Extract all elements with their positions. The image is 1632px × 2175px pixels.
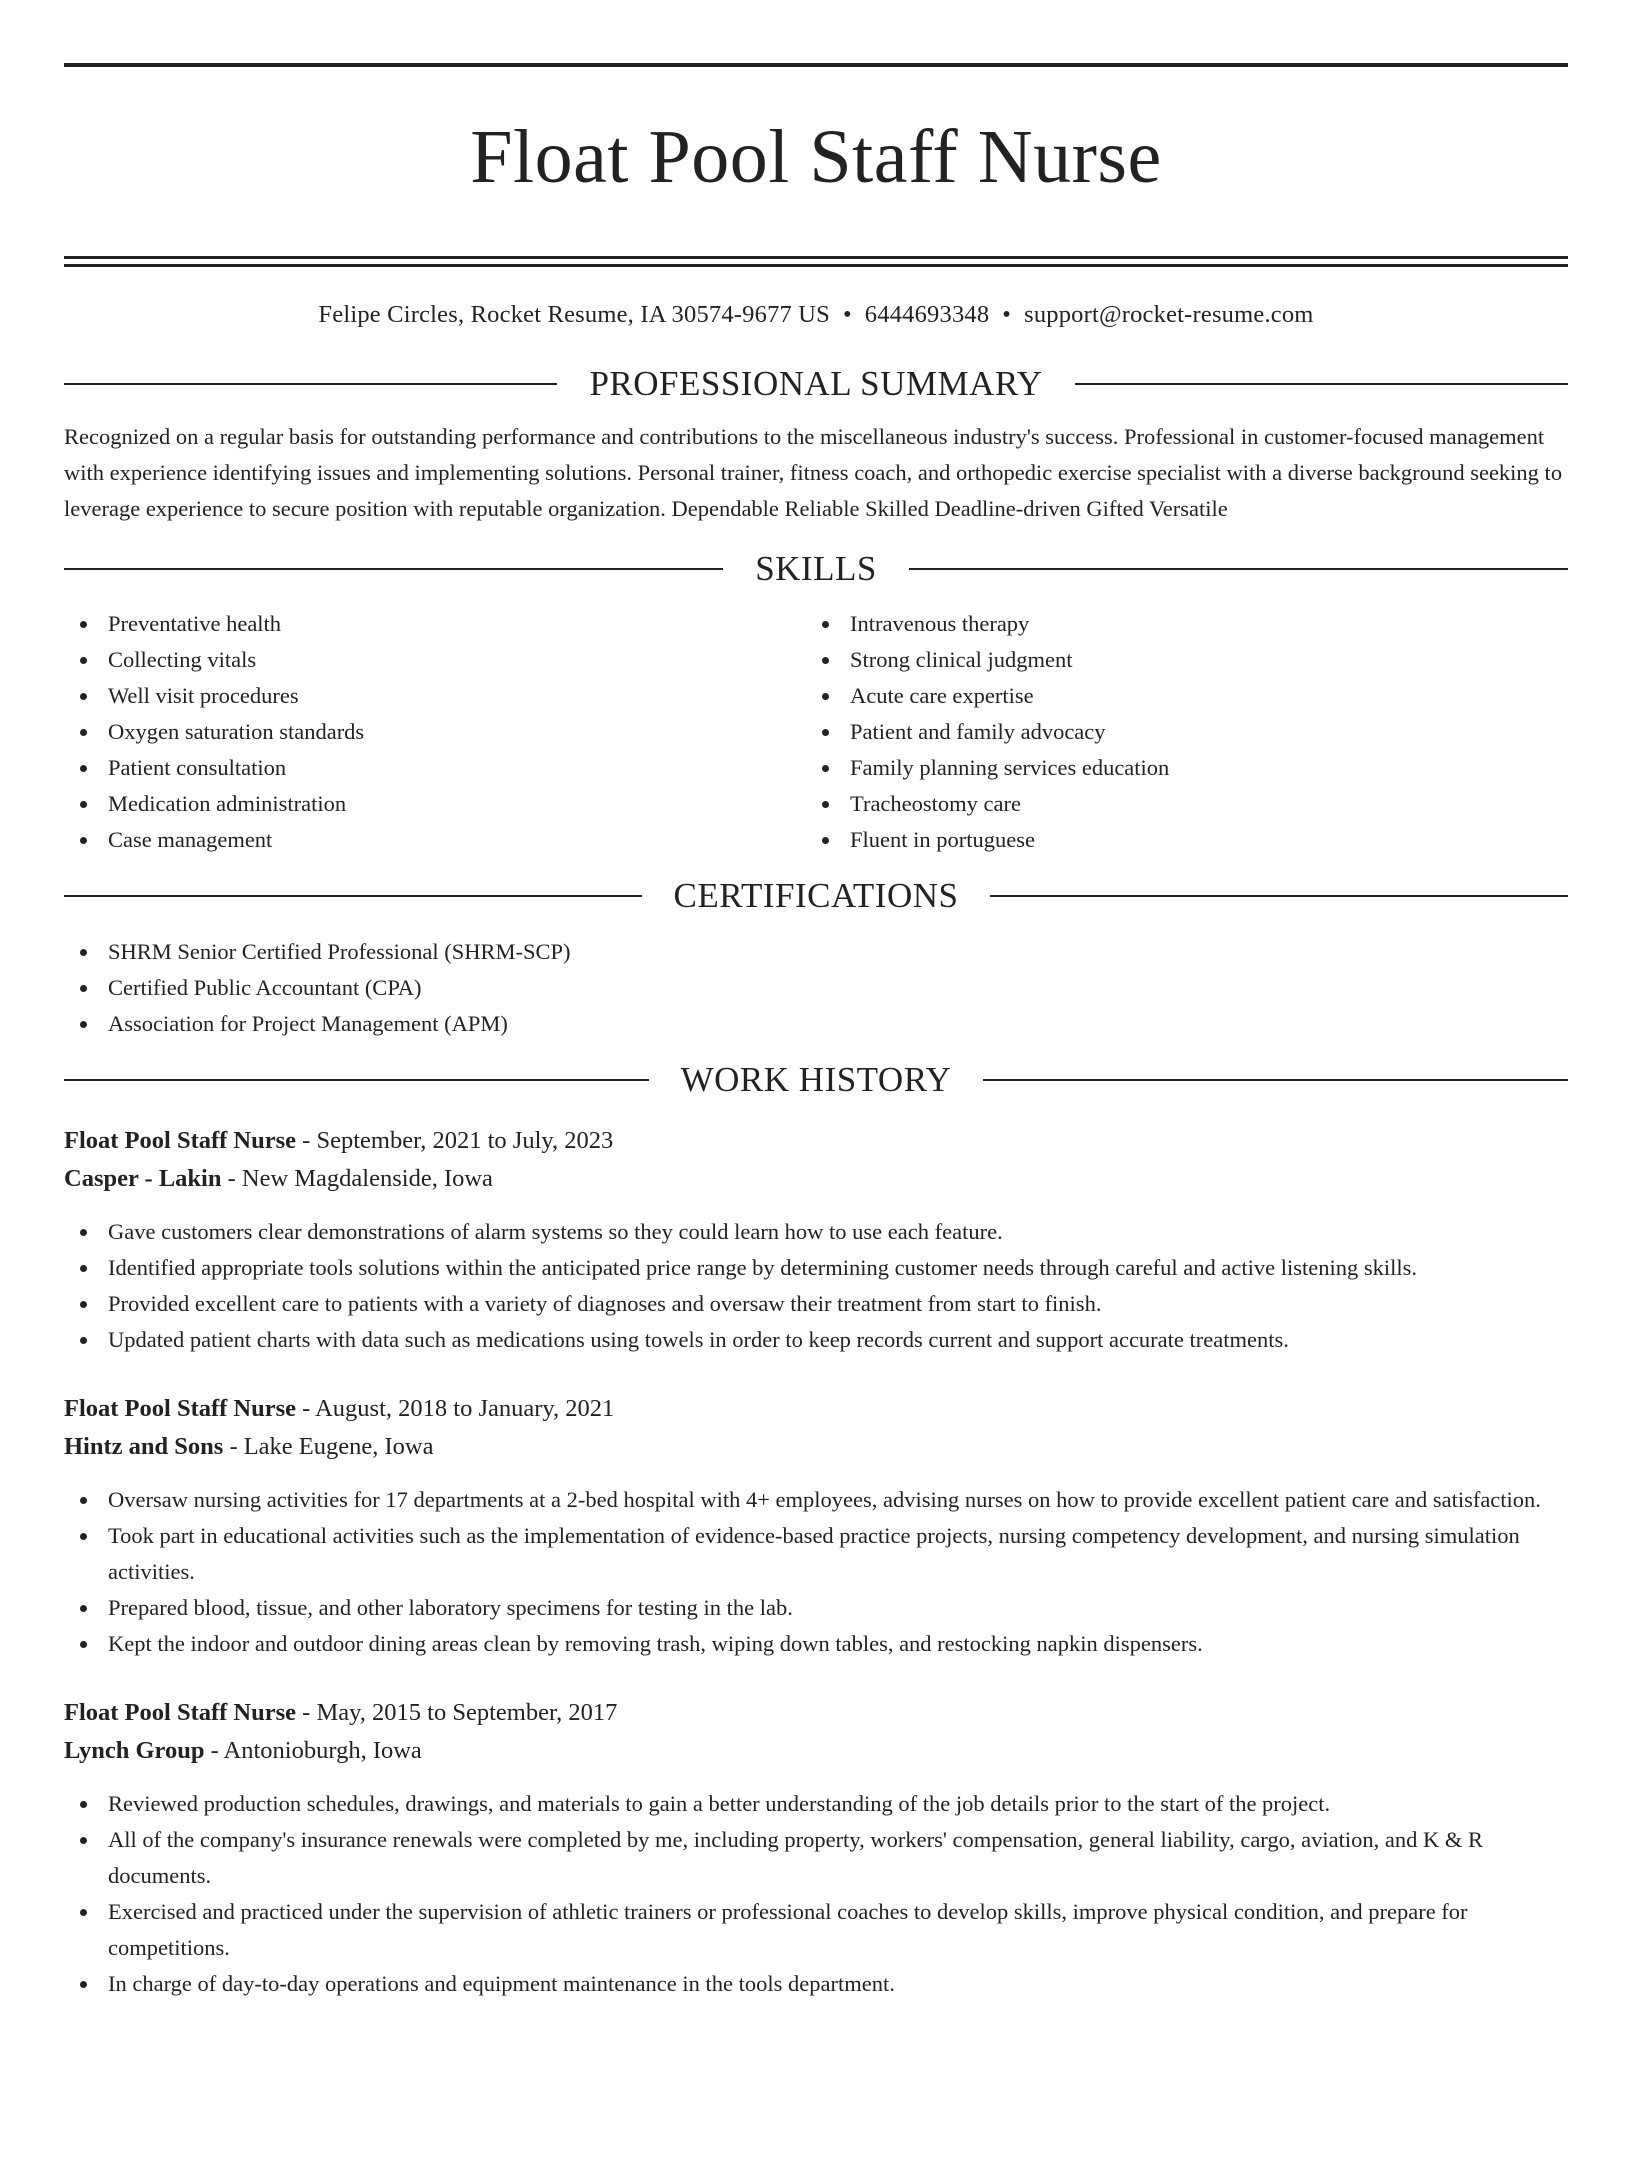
job-bullet: Reviewed production schedules, drawings, and materials to gain a better understanding of the job details prior to the start of the project.	[64, 1786, 1568, 1822]
job-location: - New Magdalenside, Iowa	[221, 1164, 493, 1192]
resume-title: Float Pool Staff Nurse	[470, 115, 1162, 199]
section-heading-skills	[64, 549, 1568, 589]
job-title: Float Pool Staff Nurse	[64, 1126, 297, 1154]
skill-item: Oxygen saturation standards	[64, 714, 806, 750]
job-company: Lynch Group	[64, 1736, 205, 1764]
contact-phone: 6444693348	[864, 300, 990, 328]
section-title: WORK HISTORY	[680, 1059, 952, 1099]
job-bullet: Exercised and practiced under the supervision of athletic trainers or professional coaches to develop skills, improve physical condition, and prepare for competitions.	[64, 1894, 1568, 1966]
skill-item: Preventative health	[64, 606, 806, 642]
job-title-line	[64, 1390, 1568, 1428]
header-top-rule	[64, 63, 1568, 67]
job-dates: - May, 2015 to September, 2017	[296, 1698, 618, 1726]
job-company-line	[64, 1428, 1568, 1466]
skill-item: Patient consultation	[64, 750, 806, 786]
job-entry	[64, 1694, 1568, 2002]
skills-list	[64, 606, 1568, 858]
heading-rule	[983, 1079, 1568, 1081]
job-bullet: Kept the indoor and outdoor dining areas clean by removing trash, wiping down tables, and restocking napkin dispensers.	[64, 1626, 1568, 1662]
section-title: CERTIFICATIONS	[673, 875, 959, 915]
skills-column-left	[64, 606, 806, 858]
job-dates: - September, 2021 to July, 2023	[296, 1126, 614, 1154]
certification-item: SHRM Senior Certified Professional (SHRM-SCP)	[64, 934, 1568, 970]
job-bullet: Identified appropriate tools solutions within the anticipated price range by determining customer needs through careful and active listening skills.	[64, 1250, 1568, 1286]
job-bullets	[64, 1786, 1568, 2002]
job-location: - Antonioburgh, Iowa	[204, 1736, 422, 1764]
certification-item: Association for Project Management (APM)	[64, 1006, 1568, 1042]
job-bullets	[64, 1482, 1568, 1662]
job-title: Float Pool Staff Nurse	[64, 1394, 297, 1422]
job-bullet: Updated patient charts with data such as medications using towels in order to keep records current and support accurate treatments.	[64, 1322, 1568, 1358]
section-heading-summary	[64, 364, 1568, 404]
job-bullet: All of the company's insurance renewals were completed by me, including property, workers' compensation, general liability, cargo, aviation, and K & R documents.	[64, 1822, 1568, 1894]
skill-item: Family planning services education	[806, 750, 1548, 786]
job-company: Casper - Lakin	[64, 1164, 222, 1192]
heading-rule	[64, 383, 557, 385]
skill-item: Intravenous therapy	[806, 606, 1548, 642]
heading-rule	[64, 1079, 649, 1081]
job-dates: - August, 2018 to January, 2021	[296, 1394, 615, 1422]
heading-rule	[990, 895, 1568, 897]
skill-item: Medication administration	[64, 786, 806, 822]
job-bullet: In charge of day-to-day operations and equipment maintenance in the tools department.	[64, 1966, 1568, 2002]
contact-separator: •	[1002, 300, 1012, 328]
job-entry	[64, 1122, 1568, 1358]
job-company: Hintz and Sons	[64, 1432, 224, 1460]
certification-item: Certified Public Accountant (CPA)	[64, 970, 1568, 1006]
job-title: Float Pool Staff Nurse	[64, 1698, 297, 1726]
skill-item: Tracheostomy care	[806, 786, 1548, 822]
section-title: SKILLS	[755, 548, 877, 588]
job-title-line	[64, 1694, 1568, 1732]
contact-line	[64, 300, 1568, 330]
header-double-rule	[64, 256, 1568, 267]
contact-separator: •	[843, 300, 852, 328]
heading-rule	[909, 568, 1568, 570]
skill-item: Well visit procedures	[64, 678, 806, 714]
heading-rule	[1075, 383, 1568, 385]
certifications-list	[64, 934, 1568, 1042]
job-title-line	[64, 1122, 1568, 1160]
heading-rule	[64, 895, 642, 897]
job-bullet: Took part in educational activities such as the implementation of evidence-based practice projects, nursing competency development, and nursing simulation activities.	[64, 1518, 1568, 1590]
skill-item: Fluent in portuguese	[806, 822, 1548, 858]
job-location: - Lake Eugene, Iowa	[223, 1432, 434, 1460]
job-company-line	[64, 1732, 1568, 1770]
heading-rule	[64, 568, 723, 570]
section-heading-certifications	[64, 876, 1568, 916]
job-entry	[64, 1390, 1568, 1662]
contact-email[interactable]: support@rocket-resume.com	[1024, 300, 1314, 328]
skills-column-right	[806, 606, 1548, 858]
skill-item: Collecting vitals	[64, 642, 806, 678]
job-bullet: Prepared blood, tissue, and other laboratory specimens for testing in the lab.	[64, 1590, 1568, 1626]
skill-item: Case management	[64, 822, 806, 858]
summary-text: Recognized on a regular basis for outstanding performance and contributions to the miscellaneous industry's success. Professional in customer-focused management with experience identifying issues and implementing solutions. Personal trainer, fitness coach, and orthopedic exercise specialist with a diverse background seeking to leverage experience to secure position with reputable organization. Dependable Reliable Skilled Deadline-driven Gifted Versatile	[64, 423, 1563, 521]
skill-item: Strong clinical judgment	[806, 642, 1548, 678]
job-bullets	[64, 1214, 1568, 1358]
skill-item: Patient and family advocacy	[806, 714, 1548, 750]
job-company-line	[64, 1160, 1568, 1198]
job-bullet: Gave customers clear demonstrations of alarm systems so they could learn how to use each feature.	[64, 1214, 1568, 1250]
contact-address: Felipe Circles, Rocket Resume, IA 30574-9677 US	[318, 300, 831, 328]
skill-item: Acute care expertise	[806, 678, 1548, 714]
job-bullet: Oversaw nursing activities for 17 departments at a 2-bed hospital with 4+ employees, advising nurses on how to provide excellent patient care and satisfaction.	[64, 1482, 1568, 1518]
resume-page	[0, 63, 1632, 2175]
section-title: PROFESSIONAL SUMMARY	[589, 363, 1043, 403]
job-bullet: Provided excellent care to patients with a variety of diagnoses and oversaw their treatment from start to finish.	[64, 1286, 1568, 1322]
section-heading-work-history	[64, 1060, 1568, 1100]
